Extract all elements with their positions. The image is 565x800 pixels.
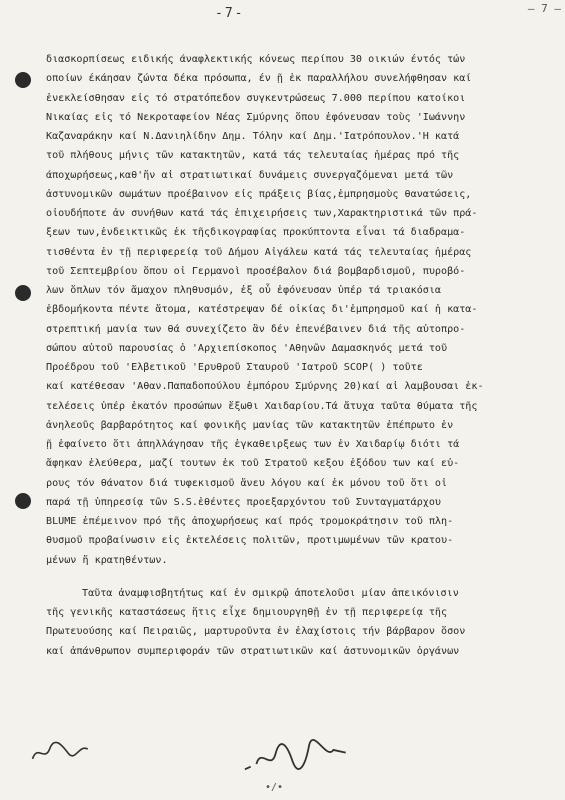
footer-mark: •/• [265, 782, 284, 793]
text-line: καί ἀπάνθρωπον συμπεριφοράν τῶν στρατιωτικῶν καί ἀστυνομικῶν ὀργάνων [46, 645, 460, 657]
text-line: τελέσεις ὑπέρ ἑκατόν προσώπων ἔξωθι Χαιδαρίου.Τά ἄτυχα ταῦτα θύματα τῆς [46, 400, 478, 412]
text-line: BLUME ἐπέμεινον πρό τῆς ἀποχωρήσεως καί πρός τρομοκράτησιν τοῦ πλη- [46, 516, 454, 527]
text-line: ῇ ἐφαίνετο ὅτι ἀπηλλάγησαν τῆς ἐγκαθειρξεως των ἐν Χαιδαρίῳ διότι τά [46, 439, 460, 450]
text-line: καί κατέθεσαν 'Αθαν.Παπαδοπούλου ἐμπόρου Σμύρνης 20)καί αἱ λαμβουσαι ἐκ- [46, 381, 484, 393]
text-line: Καζαναράκην καί Ν.Δανιηλίδην Δημ. Τόλην καί Δημ.'Ιατρόπουλον.'Η κατά [46, 131, 460, 142]
text-line: τῆς γενικῆς καταστάσεως ἥτις εἶχε δημιουργηθῇ ἐν τῇ περιφερείᾳ τῆς [46, 607, 448, 618]
text-line: άποχωρήσεως,καθ'ἤν αἱ στρατιωτικαί δυνάμεις συνεργαζόμεναι μετά τῶν [46, 169, 454, 181]
text-line: τισθέντα ἐν τῇ περιφερείᾳ τοῦ Δήμου Αἰγάλεω κατά τάς τελευταίας ἡμέρας [46, 246, 472, 258]
punch-hole [15, 285, 31, 301]
body-text [46, 50, 546, 661]
text-line: λων ὅπλων τόν ἄμαχον πληθυσμόν, ἐξ οὗ ἐφόνευσαν ὑπέρ τά τριακόσια [46, 285, 442, 296]
page-number: -7- [215, 6, 245, 21]
handwritten-signature [238, 732, 352, 783]
text-line: οἱουδήποτε ἀν συνήθων κατά τάς ἐπιχειρήσεις των,Χαρακτηριστικά τῶν πρά- [46, 208, 478, 219]
punch-hole [15, 493, 31, 509]
text-line: οποίων έκάησαν ζώντα δέκα πρόσωπα, έν ῇ ἐκ παραλλήλου συνελήφθησαν καί [46, 73, 472, 85]
text-line: θυσμοῦ προβαίνωσιν εἰς ἐκτελέσεις πολιτῶν, προτιμωμένων τῶν κρατου- [46, 535, 454, 547]
text-line: ἄφηκαν ἐλεύθερα, μαζί τουτων ἐκ τοῦ Στρατοῦ κεξου ἐξόδου των καί εὐ- [46, 458, 460, 470]
text-line: παρά τῇ ὑπηρεσίᾳ τῶν S.S.ἐθέντες προεξαρχόντου τοῦ Συνταγματάρχου [46, 496, 442, 508]
handwritten-signature [29, 735, 92, 770]
paragraph-first-line: Ταῦτα ἀναμφισβητήτως καί ἐν σμικρῷ ἀποτελοῦσι μίαν ἀπεικόνισιν [82, 587, 459, 599]
text-line: στρεπτική μανία των θά συνεχίζετο ἂν δέν ἐπενέβαινεν διά τῆς αὐτοπρο- [46, 323, 466, 335]
corner-mark: — 7 — [527, 2, 561, 15]
text-line: Νικαίας εἰς τό Νεκροταφείον Νέας Σμύρνης ὅπου ἐφόνευσαν τοὺς 'Ιωάννην [46, 111, 466, 123]
text-line: ρους τόν θάνατον διά τυφεκισμοῦ ἄνευ λόγου καί ἐκ μόνου τοῦ ὅτι οἱ [46, 477, 448, 489]
text-line: ἀνηλεοῦς βαρβαρότητος καί φονικῆς μανίας τῶν κατακτητῶν ἐπέπρωτο ἐν [46, 419, 454, 431]
text-line: ἐνεκλείσθησαν εἰς τό στρατόπεδον συγκεντρώσεως 7.000 περίπου κατοίκοι [46, 92, 466, 104]
text-line: σώπου αὐτοῦ παρουσίας ὁ 'Αρχιεπίσκοπος 'Αθηνῶν Δαμασκηνός μετά τοῦ [46, 342, 448, 354]
text-line: τοῦ Σεπτεμβρίου ὅπου οἱ Γερμανοὶ προσέβαλον διά βομβαρδισμοῦ, πυροβό- [46, 265, 466, 277]
text-line: μένων ἤ κρατηθέντων. [46, 554, 168, 566]
text-line: Προέδρου τοῦ 'Ελβετικοῦ 'Ερυθροῦ Σταυροῦ 'Ιατροῦ SCOP( ) τοῦτε [46, 362, 423, 373]
text-line: ξεων των,ἐνδεικτικῶς ἐκ τῆςδικογραφίας προκύπτοντα εἶναι τά διαδραμα- [46, 227, 466, 239]
text-line: ἀστυνομικῶν σωμάτων προέβαινον εἰς πράξεις βίας,ἐμπρησμοὺς θανατώσεις, [46, 188, 472, 200]
text-line: Πρωτευούσης καί Πειραιῶς, μαρτυροῦντα ἐν ἐλαχίστοις τήν βάρβαρον ὅσον [46, 626, 466, 638]
text-line: τοῦ πλήθους μήνις τῶν κατακτητῶν, κατά τάς τελευταίας ἡμέρας πρό τῆς [46, 150, 460, 162]
text-line: διασκορπίσεως ειδικής άναφλεκτικής κόνεως περίπου 30 οικιών έντός τών [46, 54, 466, 65]
text-line: ἑβδομήκοντα πέντε ἄτομα, κατέστρεψαν δέ οἰκίας δι'ἐμπρησμοῦ καί ἡ κατα- [46, 304, 478, 316]
punch-hole [15, 72, 31, 88]
